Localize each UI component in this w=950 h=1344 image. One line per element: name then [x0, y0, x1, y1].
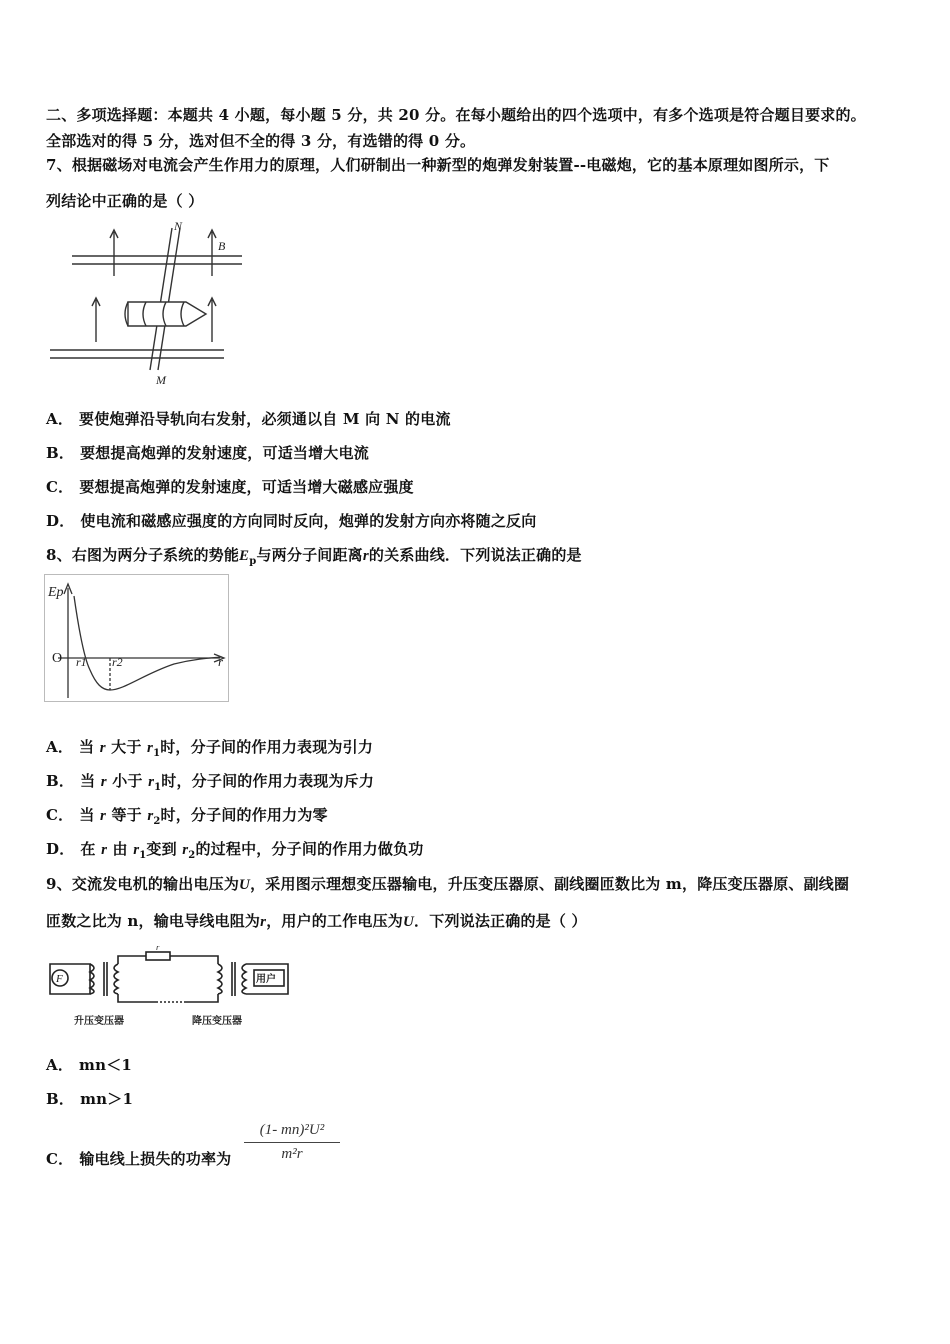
q8-stem: 8、右图为两分子系统的势能$E_p$与两分子间距离r的关系曲线．下列说法正确的是	[46, 546, 582, 567]
q7-option-b: B． 要想提高炮弹的发射速度，可适当增大电流	[46, 444, 369, 462]
q7-option-d: D． 使电流和磁感应强度的方向同时反向，炮弹的发射方向亦将随之反向	[46, 512, 537, 530]
q9-option-b: B． mn＞1	[46, 1090, 134, 1108]
circuit-label-generator: F	[56, 973, 63, 985]
q7-stem-line1: 7、根据磁场对电流会产生作用力的原理，人们研制出一种新型的炮弹发射装置--电磁炮，它的基本原理如图所示，下	[46, 156, 830, 174]
circuit-label-r: r	[156, 946, 160, 952]
railgun-label-n: N	[174, 219, 183, 233]
graph-label-r1: r1	[76, 655, 87, 669]
railgun-label-b: B	[218, 239, 226, 253]
circuit-label-user: 用户	[256, 974, 276, 985]
graph-label-origin: O	[52, 651, 63, 666]
circuit-label-step-up: 升压变压器	[74, 1016, 124, 1027]
railgun-figure	[46, 218, 246, 388]
graph-label-r2: r2	[112, 655, 123, 669]
transmission-circuit-figure	[46, 946, 296, 1030]
q7-option-a: A． 要使炮弹沿导轨向右发射，必须通以自 M 向 N 的电流	[46, 410, 451, 428]
section-heading-line1: 二、多项选择题：本题共 4 小题，每小题 5 分，共 20 分。在每小题给出的四个选项中，有多个选项是符合题目要求的。	[46, 106, 866, 124]
q9-stem-line2: 匝数之比为 n，输电导线电阻为r，用户的工作电压为U．下列说法正确的是（ ）	[46, 912, 587, 930]
q9-stem-line1: 9、交流发电机的输出电压为U，采用图示理想变压器输电，升压变压器原、副线圈匝数比为 m，降压变压器原、副线圈	[46, 875, 850, 893]
graph-label-ep: Ep	[48, 585, 64, 600]
formula-denominator: m²r	[281, 1146, 303, 1162]
graph-label-r: r	[218, 654, 224, 669]
q8-option-a: A． 当 r 大于 $r_1$时，分子间的作用力表现为引力	[46, 738, 374, 759]
formula-numerator: (1- mn)²U²	[244, 1122, 340, 1143]
q9-option-a: A． mn＜1	[46, 1056, 133, 1074]
q7-option-c: C． 要想提高炮弹的发射速度，可适当增大磁感应强度	[46, 478, 414, 496]
circuit-label-step-down: 降压变压器	[192, 1016, 242, 1027]
power-loss-formula	[244, 1122, 340, 1163]
q8-option-c: C． 当 r 等于 $r_2$时，分子间的作用力为零	[46, 806, 328, 827]
q8-option-d: D． 在 r 由 $r_1$变到 $r_2$的过程中，分子间的作用力做负功	[46, 840, 424, 861]
q8-option-b: B． 当 r 小于 $r_1$时，分子间的作用力表现为斥力	[46, 772, 375, 793]
q7-stem-line2: 列结论中正确的是（ ）	[46, 192, 204, 210]
q9-option-c: C． 输电线上损失的功率为	[46, 1150, 232, 1168]
railgun-label-m: M	[156, 373, 166, 387]
section-heading-line2: 全部选对的得 5 分，选对但不全的得 3 分，有选错的得 0 分。	[46, 132, 476, 150]
potential-energy-graph	[44, 574, 230, 702]
